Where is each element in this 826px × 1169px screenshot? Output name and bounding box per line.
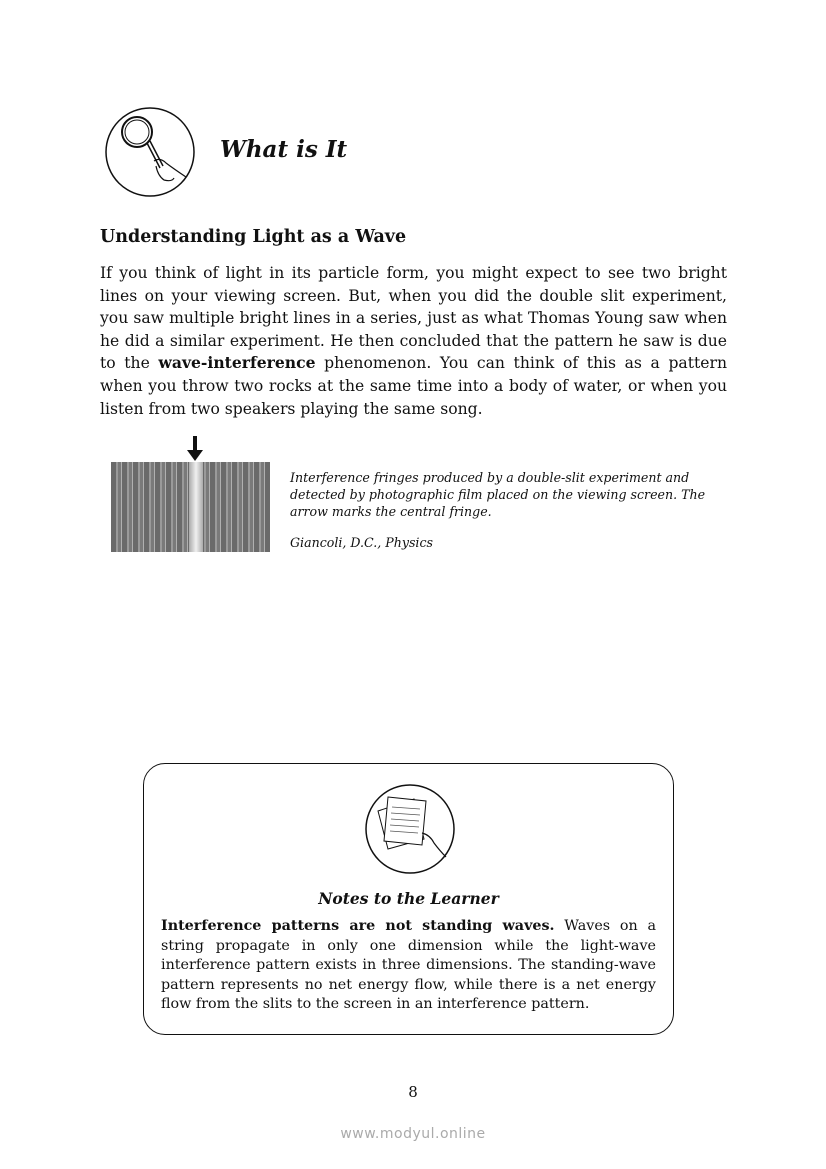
notes-title: Notes to the Learner [318,889,499,908]
paragraph-text: If you think of light in its particle form, you might expect to see two bright lines on your viewing screen. But, when you did the double slit experiment, you saw multiple bright lines in a series, just as what Thomas Young saw when he did a similar experiment. He then concluded that the pattern he saw is due to the [100,264,727,373]
paragraph-text: phenomenon. You can think of this as a pattern when you throw two rocks at the same time into a body of water, or when you listen from two speakers playing the same song. [100,354,727,418]
magnifying-glass-icon [104,106,196,198]
page-number: 8 [408,1083,418,1101]
notes-bold-statement: Interference patterns are not standing waves. [161,918,555,934]
papers-in-hand-icon [364,783,456,875]
figure-caption: Interference fringes produced by a double-slit experiment and detected by photographic film placed on the viewing screen. The arrow marks the central fringe. [290,470,706,519]
notes-text [161,917,656,1015]
down-arrow-icon [186,436,204,462]
paragraph-bold-term: wave-interference [158,353,316,373]
watermark: www.modyul.online [340,1126,486,1142]
section-title: What is It [220,136,348,163]
notes-body: Waves on a string propagate in only one dimension while the light-wave interference pattern exists in three dimensions. The standing-wave pattern represents no net energy flow, while there is a net energy flow from the slits to the screen in an interference pattern. [161,918,656,1012]
body-paragraph [100,262,727,420]
heading: Understanding Light as a Wave [100,227,407,247]
figure-credit: Giancoli, D.C., Physics [290,535,433,550]
interference-fringes-image [111,462,270,552]
